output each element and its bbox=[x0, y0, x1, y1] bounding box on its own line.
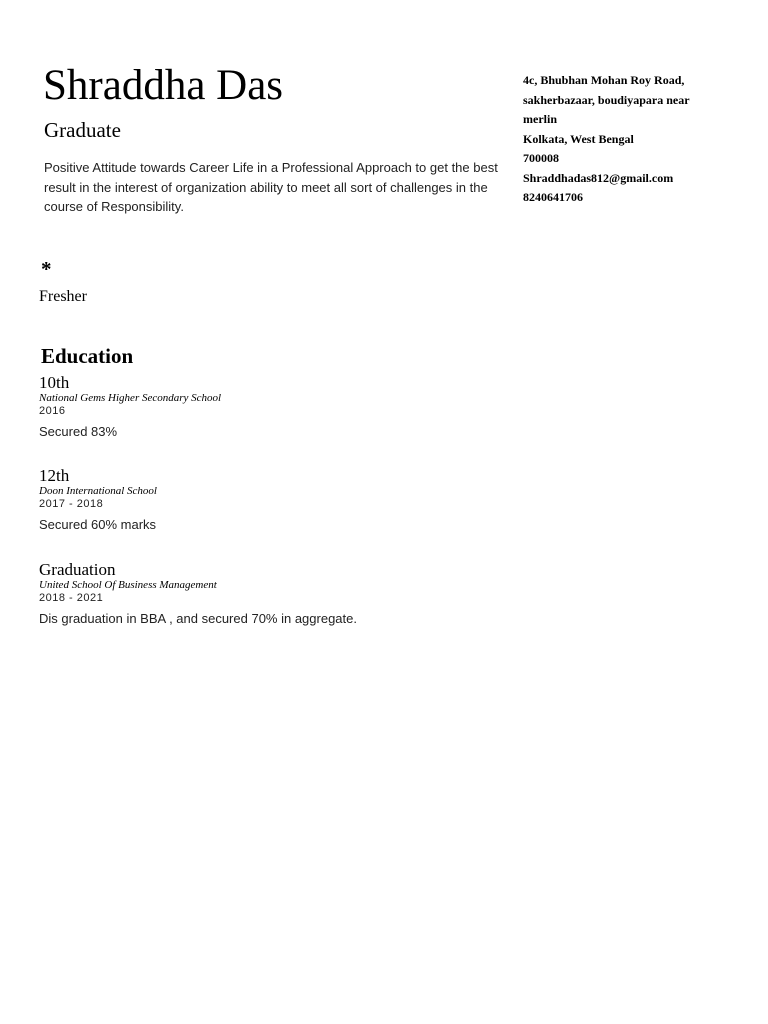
education-description: Secured 83% bbox=[39, 424, 118, 439]
pin-code: 700008 bbox=[523, 151, 559, 165]
bullet-mark: * bbox=[41, 257, 52, 281]
education-years: 2016 bbox=[39, 405, 66, 417]
degree-title: Graduation bbox=[39, 560, 116, 579]
email-address: Shraddhadas812@gmail.com bbox=[523, 170, 674, 185]
candidate-name: Shraddha Das bbox=[43, 62, 284, 109]
profile-summary: Positive Attitude towards Career Life in a Professional Approach to get the best result in the interest of organization ability to meet all sort of challenges in the course of Responsibility. bbox=[44, 160, 498, 214]
education-description: Dis graduation in BBA , and secured 70% in aggregate. bbox=[39, 611, 357, 626]
contact-block bbox=[523, 71, 723, 208]
city-state: Kolkata, West Bengal bbox=[523, 131, 634, 146]
degree-title: 10th bbox=[39, 373, 70, 392]
education-heading: Education bbox=[41, 344, 134, 368]
education-entry-10th bbox=[39, 373, 539, 440]
school-name: National Gems Higher Secondary School bbox=[39, 392, 222, 404]
address-line-2: sakherbazaar, boudiyapara near bbox=[523, 92, 690, 107]
phone-number: 8240641706 bbox=[523, 190, 583, 204]
education-years: 2017 - 2018 bbox=[39, 498, 104, 510]
candidate-title: Graduate bbox=[44, 118, 121, 142]
education-years: 2018 - 2021 bbox=[39, 592, 104, 604]
school-name: United School Of Business Management bbox=[39, 579, 217, 591]
address-line-1: 4c, Bhubhan Mohan Roy Road, bbox=[523, 73, 685, 87]
education-entry-graduation bbox=[39, 560, 539, 627]
education-entry-12th bbox=[39, 466, 539, 533]
education-description: Secured 60% marks bbox=[39, 517, 157, 532]
degree-title: 12th bbox=[39, 466, 70, 485]
school-name: Doon International School bbox=[39, 485, 157, 497]
experience-label: Fresher bbox=[39, 288, 87, 305]
address-line-3: merlin bbox=[523, 112, 557, 126]
